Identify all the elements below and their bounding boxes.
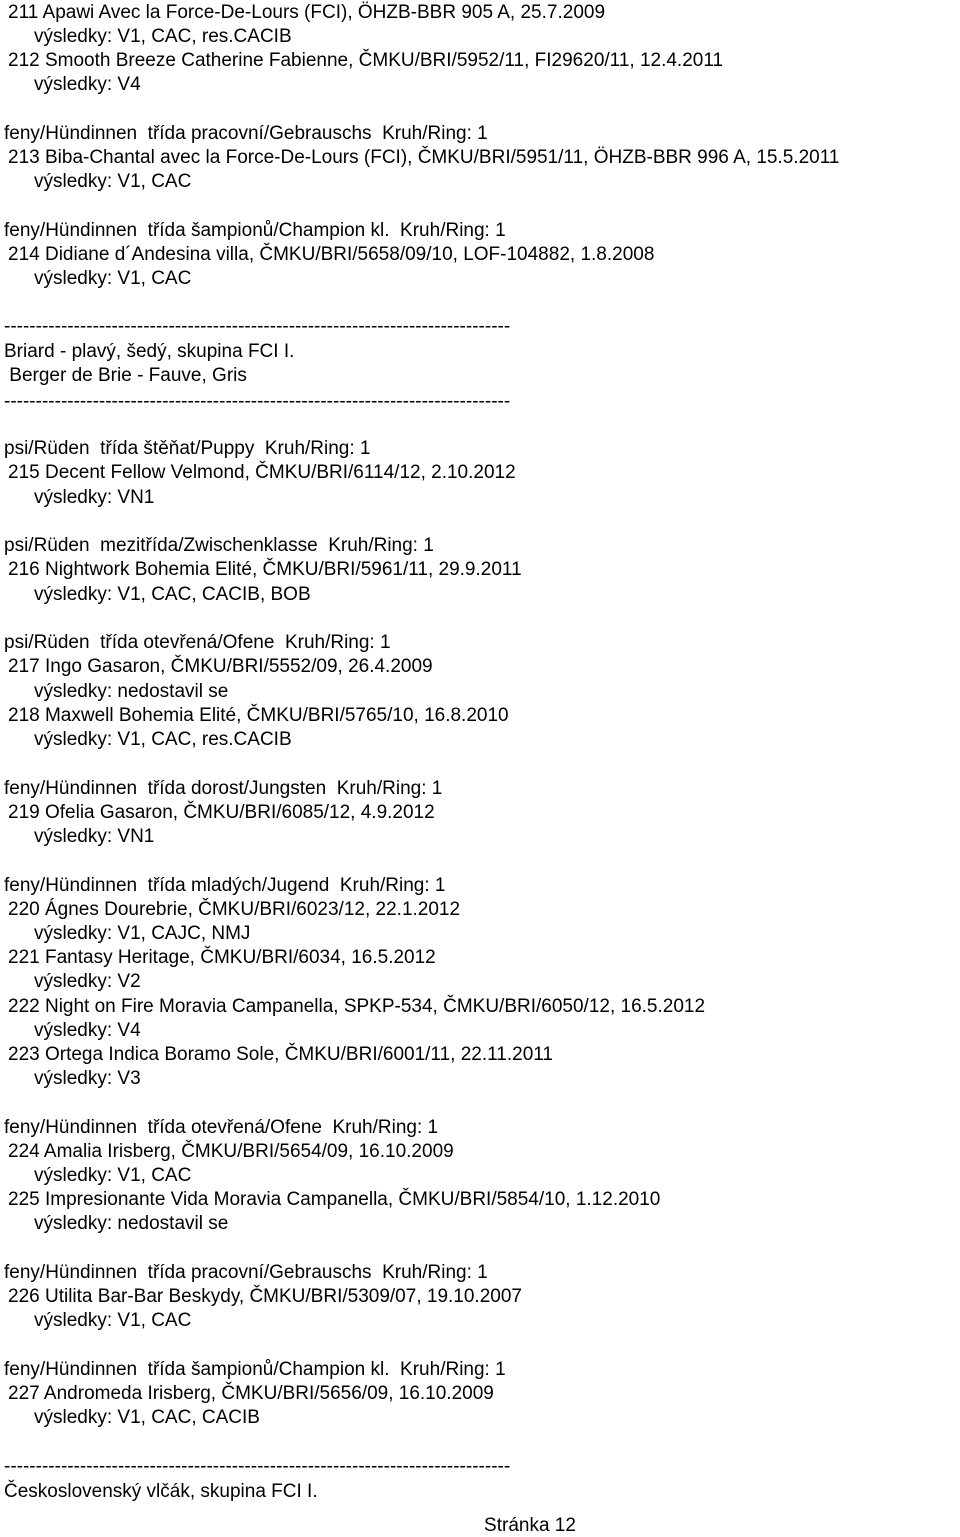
entry-225: 225 Impresionante Vida Moravia Campanella, ČMKU/BRI/5854/10, 1.12.2010: [8, 1189, 661, 1210]
class-heading: psi/Rüden mezitřída/Zwischenklasse Kruh/Ring: 1: [4, 535, 434, 556]
entry-213: 213 Biba-Chantal avec la Force-De-Lours (FCI), ČMKU/BRI/5951/11, ÖHZB-BBR 996 A, 15.5.2011: [8, 147, 840, 168]
results-line: výsledky: nedostavil se: [34, 1213, 229, 1234]
separator-line: --------------------------------------------------------------------------------: [4, 1456, 511, 1477]
results-line: výsledky: V1, CAC, res.CACIB: [34, 26, 292, 47]
entry-219: 219 Ofelia Gasaron, ČMKU/BRI/6085/12, 4.9.2012: [8, 802, 435, 823]
entry-227: 227 Andromeda Irisberg, ČMKU/BRI/5656/09, 16.10.2009: [8, 1383, 494, 1404]
results-line: výsledky: V1, CAC, CACIB: [34, 1407, 260, 1428]
entry-220: 220 Ágnes Dourebrie, ČMKU/BRI/6023/12, 22.1.2012: [8, 899, 461, 920]
page-number: Stránka 12: [484, 1515, 576, 1536]
class-heading: psi/Rüden třída štěňat/Puppy Kruh/Ring: 1: [4, 438, 371, 459]
entry-221: 221 Fantasy Heritage, ČMKU/BRI/6034, 16.5.2012: [8, 947, 436, 968]
results-line: výsledky: V1, CAC: [34, 1165, 192, 1186]
results-line: výsledky: V4: [34, 1020, 141, 1041]
entry-216: 216 Nightwork Bohemia Elité, ČMKU/BRI/5961/11, 29.9.2011: [8, 559, 522, 580]
breed-subheading: Berger de Brie - Fauve, Gris: [4, 365, 247, 386]
class-heading: feny/Hündinnen třída otevřená/Ofene Kruh/Ring: 1: [4, 1117, 439, 1138]
class-heading: feny/Hündinnen třída pracovní/Gebrauschs Kruh/Ring: 1: [4, 1262, 488, 1283]
entry-211: 211 Apawi Avec la Force-De-Lours (FCI), ÖHZB-BBR 905 A, 25.7.2009: [8, 2, 606, 23]
results-line: výsledky: VN1: [34, 826, 155, 847]
entry-226: 226 Utilita Bar-Bar Beskydy, ČMKU/BRI/5309/07, 19.10.2007: [8, 1286, 522, 1307]
class-heading: feny/Hündinnen třída mladých/Jugend Kruh/Ring: 1: [4, 875, 446, 896]
class-heading: feny/Hündinnen třída šampionů/Champion kl. Kruh/Ring: 1: [4, 220, 506, 241]
results-line: výsledky: V1, CAC, CACIB, BOB: [34, 584, 311, 605]
class-heading: psi/Rüden třída otevřená/Ofene Kruh/Ring: 1: [4, 632, 391, 653]
page-footer: [0, 1515, 960, 1537]
entry-222: 222 Night on Fire Moravia Campanella, SPKP-534, ČMKU/BRI/6050/12, 16.5.2012: [8, 996, 706, 1017]
class-heading: feny/Hündinnen třída dorost/Jungsten Kruh/Ring: 1: [4, 778, 443, 799]
entry-214: 214 Didiane d´Andesina villa, ČMKU/BRI/5658/09/10, LOF-104882, 1.8.2008: [8, 244, 655, 265]
entry-212: 212 Smooth Breeze Catherine Fabienne, ČMKU/BRI/5952/11, FI29620/11, 12.4.2011: [8, 50, 724, 71]
results-line: výsledky: V1, CAC: [34, 1310, 192, 1331]
results-line: výsledky: V1, CAC: [34, 268, 192, 289]
separator-line: --------------------------------------------------------------------------------: [4, 316, 511, 337]
class-heading: feny/Hündinnen třída šampionů/Champion kl. Kruh/Ring: 1: [4, 1359, 506, 1380]
class-heading: feny/Hündinnen třída pracovní/Gebrauschs Kruh/Ring: 1: [4, 123, 488, 144]
results-line: výsledky: V1, CAC: [34, 171, 192, 192]
entry-217: 217 Ingo Gasaron, ČMKU/BRI/5552/09, 26.4.2009: [8, 656, 433, 677]
entry-223: 223 Ortega Indica Boramo Sole, ČMKU/BRI/6001/11, 22.11.2011: [8, 1044, 553, 1065]
breed-heading: Československý vlčák, skupina FCI I.: [4, 1481, 318, 1502]
breed-heading: Briard - plavý, šedý, skupina FCI I.: [4, 341, 295, 362]
results-line: výsledky: VN1: [34, 487, 155, 508]
results-line: výsledky: V4: [34, 74, 141, 95]
results-line: výsledky: V3: [34, 1068, 141, 1089]
results-line: výsledky: V1, CAC, res.CACIB: [34, 729, 292, 750]
results-line: výsledky: V1, CAJC, NMJ: [34, 923, 251, 944]
results-line: výsledky: V2: [34, 971, 141, 992]
separator-line: --------------------------------------------------------------------------------: [4, 391, 511, 412]
entry-218: 218 Maxwell Bohemia Elité, ČMKU/BRI/5765/10, 16.8.2010: [8, 705, 509, 726]
results-line: výsledky: nedostavil se: [34, 681, 229, 702]
entry-224: 224 Amalia Irisberg, ČMKU/BRI/5654/09, 16.10.2009: [8, 1141, 454, 1162]
entry-215: 215 Decent Fellow Velmond, ČMKU/BRI/6114/12, 2.10.2012: [8, 462, 516, 483]
